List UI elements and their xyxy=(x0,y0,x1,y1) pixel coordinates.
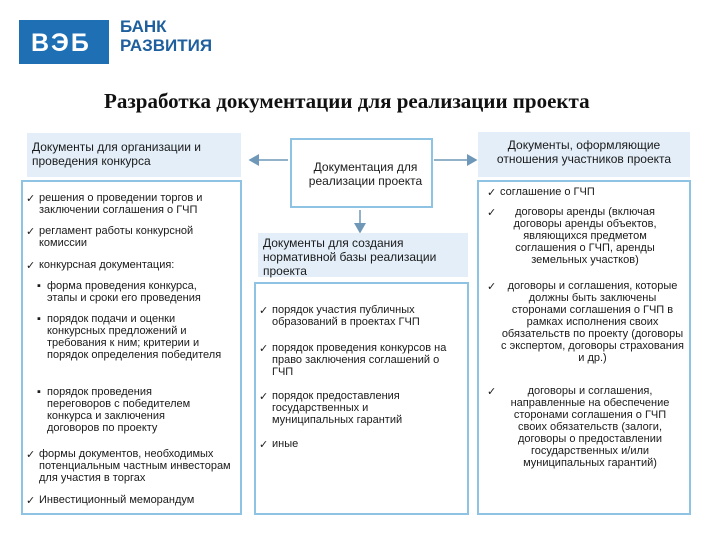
bank-name-line1: БАНК xyxy=(120,17,167,36)
right-header-text: Документы, оформляющие отношения участников проекта xyxy=(496,138,672,166)
center-box xyxy=(290,138,433,208)
right-item-2: договоры аренды (включая договоры аренды объектов, являющихся предметом соглашения о ГЧП, аренды земельных участков) xyxy=(513,206,657,266)
bullet-icon: ▪ xyxy=(37,313,41,325)
check-icon: ✓ xyxy=(259,439,269,451)
middle-list-box xyxy=(254,282,469,515)
middle-item-3: порядок предоставления государственных и муниципальных гарантий xyxy=(272,390,403,426)
bank-name-line2: РАЗВИТИЯ xyxy=(120,36,213,55)
logo-mark: ВЭБ xyxy=(31,29,91,57)
bank-name xyxy=(120,17,212,55)
check-icon: ✓ xyxy=(26,193,36,205)
left-item-2: регламент работы конкурсной комиссии xyxy=(39,225,194,249)
middle-item-2: порядок проведения конкурсов на право заключения соглашений о ГЧП xyxy=(272,342,447,378)
check-icon: ✓ xyxy=(26,449,36,461)
page-title: Разработка документации для реализации проекта xyxy=(104,89,590,113)
left-sub-1: форма проведения конкурса, этапы и сроки его проведения xyxy=(47,280,201,304)
left-item-3: конкурсная документация: xyxy=(39,259,175,271)
left-sub-2: порядок подачи и оценки конкурсных предложений и требования к ним; критерии и порядок определения победителя xyxy=(47,313,222,361)
left-item-1: решения о проведении торгов и заключении соглашения о ГЧП xyxy=(39,192,203,216)
right-item-1: соглашение о ГЧП xyxy=(500,186,595,198)
left-header-text: Документы для организации и проведения конкурса xyxy=(32,140,201,168)
middle-header-text: Документы для создания нормативной базы реализации проекта xyxy=(263,236,437,278)
check-icon: ✓ xyxy=(26,226,36,238)
right-list-box xyxy=(477,180,691,515)
check-icon: ✓ xyxy=(259,391,269,403)
left-item-5: Инвестиционный меморандум xyxy=(39,494,195,506)
check-icon: ✓ xyxy=(26,260,36,272)
check-icon: ✓ xyxy=(487,281,497,293)
left-sub-3: порядок проведения переговоров с победителем конкурса и заключения договоров по проекту xyxy=(47,386,191,434)
check-icon: ✓ xyxy=(259,343,269,355)
left-item-4: формы документов, необходимых потенциальным частным инвесторам для участия в торгах xyxy=(39,448,231,484)
left-header xyxy=(27,133,241,177)
center-box-label: Документация для реализации проекта xyxy=(308,160,423,188)
check-icon: ✓ xyxy=(487,207,497,219)
left-list-box xyxy=(21,180,242,515)
middle-item-1: порядок участия публичных образований в проектах ГЧП xyxy=(272,304,420,328)
right-item-3: договоры и соглашения, которые должны быть заключены сторонами соглашения о ГЧП в рамках исполнения своих обязательств по проекту (договоры с экспертом, договоры страхования и др.) xyxy=(501,280,684,364)
bullet-icon: ▪ xyxy=(37,280,41,292)
right-header xyxy=(478,132,690,177)
check-icon: ✓ xyxy=(487,187,497,199)
veb-logo xyxy=(19,20,109,64)
bullet-icon: ▪ xyxy=(37,386,41,398)
right-item-4: договоры и соглашения, направленные на обеспечение сторонами соглашения о ГЧП своих обязательств (залоги, договоры о предоставлении государственных и/или муниципальных гарантий) xyxy=(510,385,670,469)
check-icon: ✓ xyxy=(487,386,497,398)
check-icon: ✓ xyxy=(259,305,269,317)
middle-item-4: иные xyxy=(272,438,299,450)
middle-header xyxy=(258,233,468,277)
check-icon: ✓ xyxy=(26,495,36,507)
